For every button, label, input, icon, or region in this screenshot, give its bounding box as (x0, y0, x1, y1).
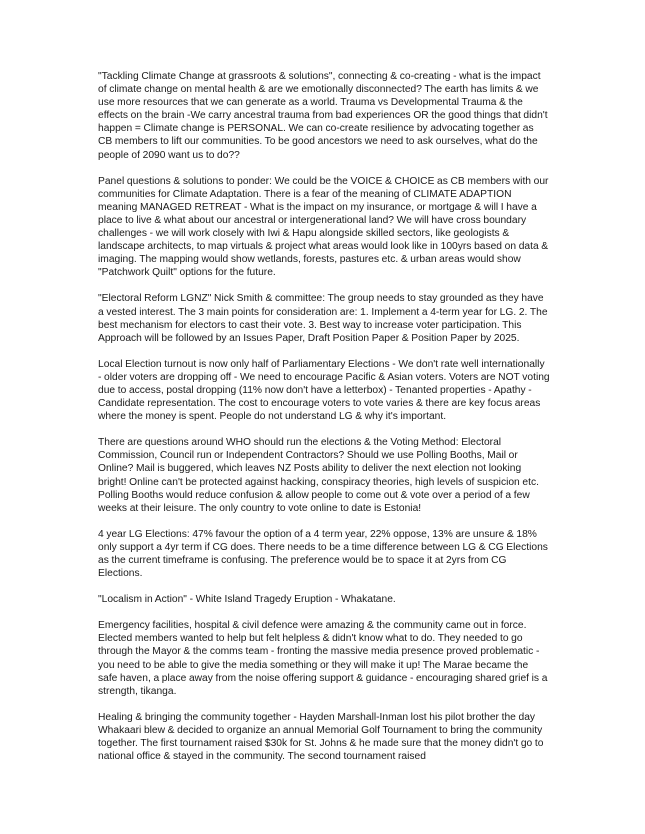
paragraph-healing-community: Healing & bringing the community together - Hayden Marshall-Inman lost his pilot brother the day Whakaari blew & decided to organize an annual Memorial Golf Tournament to bring the community together. The first tournament raised $30k for St. Johns & he made sure that the money didn't go to national office & stayed in the community. The second tournament raised (98, 711, 544, 763)
paragraph-voting-method: There are questions around WHO should run the elections & the Voting Method: Electoral Commission, Council run or Independent Contractors? Should we use Polling Booths, Mail or Online? Mail is buggered, which leaves NZ Posts ability to deliver the next election not looking bright! Online can't be protected against hacking, conspiracy theories, high levels of suspicion etc. Polling Booths would reduce confusion & allow people to come out & vote over a period of a few weeks at their leisure. The only country to vote online to date is Estonia! (98, 437, 539, 514)
paragraph-panel-questions: Panel questions & solutions to ponder: We could be the VOICE & CHOICE as CB members with our communities for Climate Adaptation. There is a fear of the meaning of CLIMATE ADAPTION meaning MANAGED RETREAT - What is the impact on my insurance, or mortgage & will I have a place to live & what about our ancestral or intergenerational land? We will have cross boundary challenges - we will work closely with Iwi & Hapu alongside skilled sectors, like geologists & landscape architects, to map virtuals & project what areas would look like in 100yrs based on data & imaging. The mapping would show wetlands, forests, pastures etc. & urban areas would show "Patchwork Quilt" options for the future. (98, 175, 549, 279)
document-page (98, 70, 550, 776)
paragraph-climate-change: "Tackling Climate Change at grassroots & solutions", connecting & co-creating - what is the impact of climate change on mental health & are we emotionally disconnected? The earth has limits & we use more resources that we can generate as a world. Trauma vs Developmental Trauma & the effects on the brain -We carry ancestral trauma from bad experiences OR the good things that didn't happen = Climate change is PERSONAL. We can co-create resilience by advocating together as CB members to lift our communities. To be good ancestors we need to ask ourselves, what do the people of 2090 want us to do?? (98, 71, 548, 161)
paragraph-four-year-elections: 4 year LG Elections: 47% favour the option of a 4 term year, 22% oppose, 13% are unsure & 18% only support a 4yr term if CG does. There needs to be a time difference between LG & CG Elections as the current timeframe is confusing. The preference would be to space it at 2yrs from CG Elections. (98, 528, 548, 580)
paragraph-localism-heading: "Localism in Action" - White Island Tragedy Eruption - Whakatane. (98, 594, 396, 606)
paragraph-electoral-reform: "Electoral Reform LGNZ" Nick Smith & committee: The group needs to stay grounded as they have a vested interest. The 3 main points for consideration are: 1. Implement a 4-term year for LG. 2. The best mechanism for electors to cast their vote. 3. Best way to increase voter participation. This Approach will be followed by an Issues Paper, Draft Position Paper & Position Paper by 2025. (98, 293, 548, 344)
paragraph-election-turnout: Local Election turnout is now only half of Parliamentary Elections - We don't rate well internationally - older voters are dropping off - We need to encourage Pacific & Asian voters. Voters are NOT voting due to access, postal dropping (11% now don't have a letterbox) - Tenanted properties - Apathy - Candidate representation. The cost to encourage voters to vote varies & there are key focus areas where the money is spent. People do not understand LG & why it's important. (98, 358, 550, 423)
paragraph-emergency-response: Emergency facilities, hospital & civil defence were amazing & the community came out in force. Elected members wanted to help but felt helpless & didn't know what to do. They needed to go through the Mayor & the comms team - fronting the massive media presence proved problematic - you need to be able to give the media something or they will make it up! The Marae became the safe haven, a place away from the noise offering support & guidance - encouraging shared grief is a strength, tikanga. (98, 620, 548, 697)
